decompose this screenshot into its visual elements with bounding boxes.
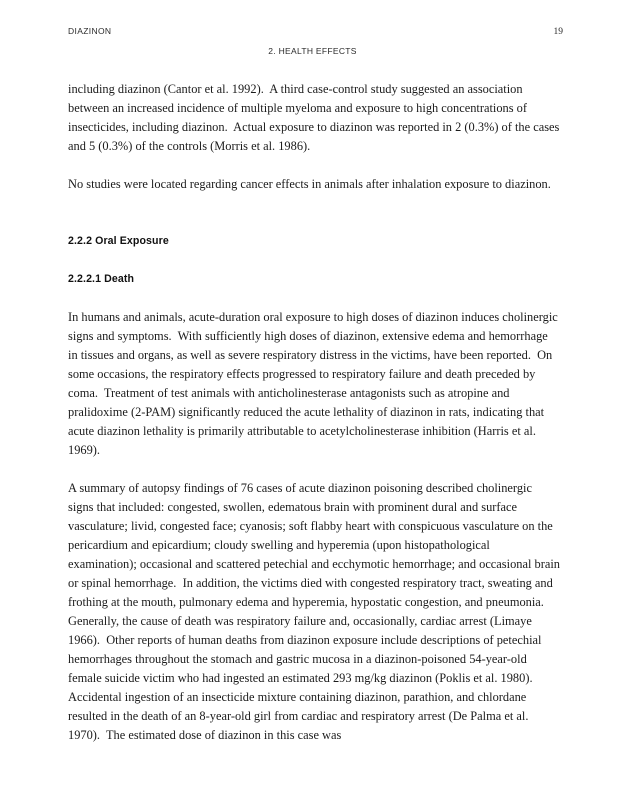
paragraph-cholinergic-signs: In humans and animals, acute-duration oral exposure to high doses of diazinon induces cholinergic signs and symptoms. With sufficiently high doses of diazinon, extensive edema and hemorrhage in tissues and organs, as well as severe respiratory distress in the victims, have been reported. On some occasions, the respiratory effects progressed to respiratory failure and death preceded by coma. Treatment of test animals with anticholinesterase antagonists such as atropine and pralidoxime (2-PAM) significantly reduced the acute lethality of diazinon in rats, indicating that acute diazinon lethality is primarily attributable to acetylcholinesterase inhibition (Harris et al. 1969). (68, 310, 561, 457)
document-title: DIAZINON (68, 26, 112, 36)
page-number: 19 (553, 27, 563, 37)
section-heading-death: 2.2.2.1 Death (68, 273, 135, 285)
heading-spacer (68, 213, 560, 232)
paragraph-cancer-inhalation-continued: including diazinon (Cantor et al. 1992). A third case-control study suggested an association between an increased incidence of multiple myeloma and exposure to high concentrations of insecticides, including diazinon. Actual exposure to diazinon was reported in 2 (0.3%) of the cases and 5 (0.3%) of the controls (Morris et al. 1986). (68, 82, 563, 153)
paragraph-no-animal-studies: No studies were located regarding cancer effects in animals after inhalation exposure to diazinon. (68, 177, 551, 191)
chapter-title: 2. HEALTH EFFECTS (268, 46, 357, 56)
running-header (68, 26, 563, 38)
section-heading-oral-exposure: 2.2.2 Oral Exposure (68, 235, 169, 247)
paragraph-autopsy-findings: A summary of autopsy findings of 76 cases of acute diazinon poisoning described cholinergic signs that included: congested, swollen, edematous brain with prominent dural and surface vasculature; livid, congested face; cyanosis; soft flabby heart with conspicuous vasculature on the pericardium and epicardium; cloudy swelling and hyperemia (upon histopathological examination); occasional and scattered petechial and ecchymotic hemorrhage; and occasional brain or spinal hemorrhage. In addition, the victims died with congested respiratory tract, sweating and frothing at the mouth, pulmonary edema and hyperemia, hypostatic congestion, and pneumonia. Generally, the cause of death was respiratory failure and, occasionally, cardiac arrest (Limaye 1966). Other reports of human deaths from diazinon exposure include descriptions of petechial hemorrhages throughout the stomach and gastric mucosa in a diazinon-poisoned 54-year-old female suicide victim who had ingested an estimated 293 mg/kg diazinon (Poklis et al. 1980). Accidental ingestion of an insecticide mixture containing diazinon, parathion, and chlordane resulted in the death of an 8-year-old girl from cardiac and respiratory arrest (De Palma et al. 1970). The estimated dose of diazinon in this case was (68, 481, 564, 742)
body-content (68, 80, 564, 764)
